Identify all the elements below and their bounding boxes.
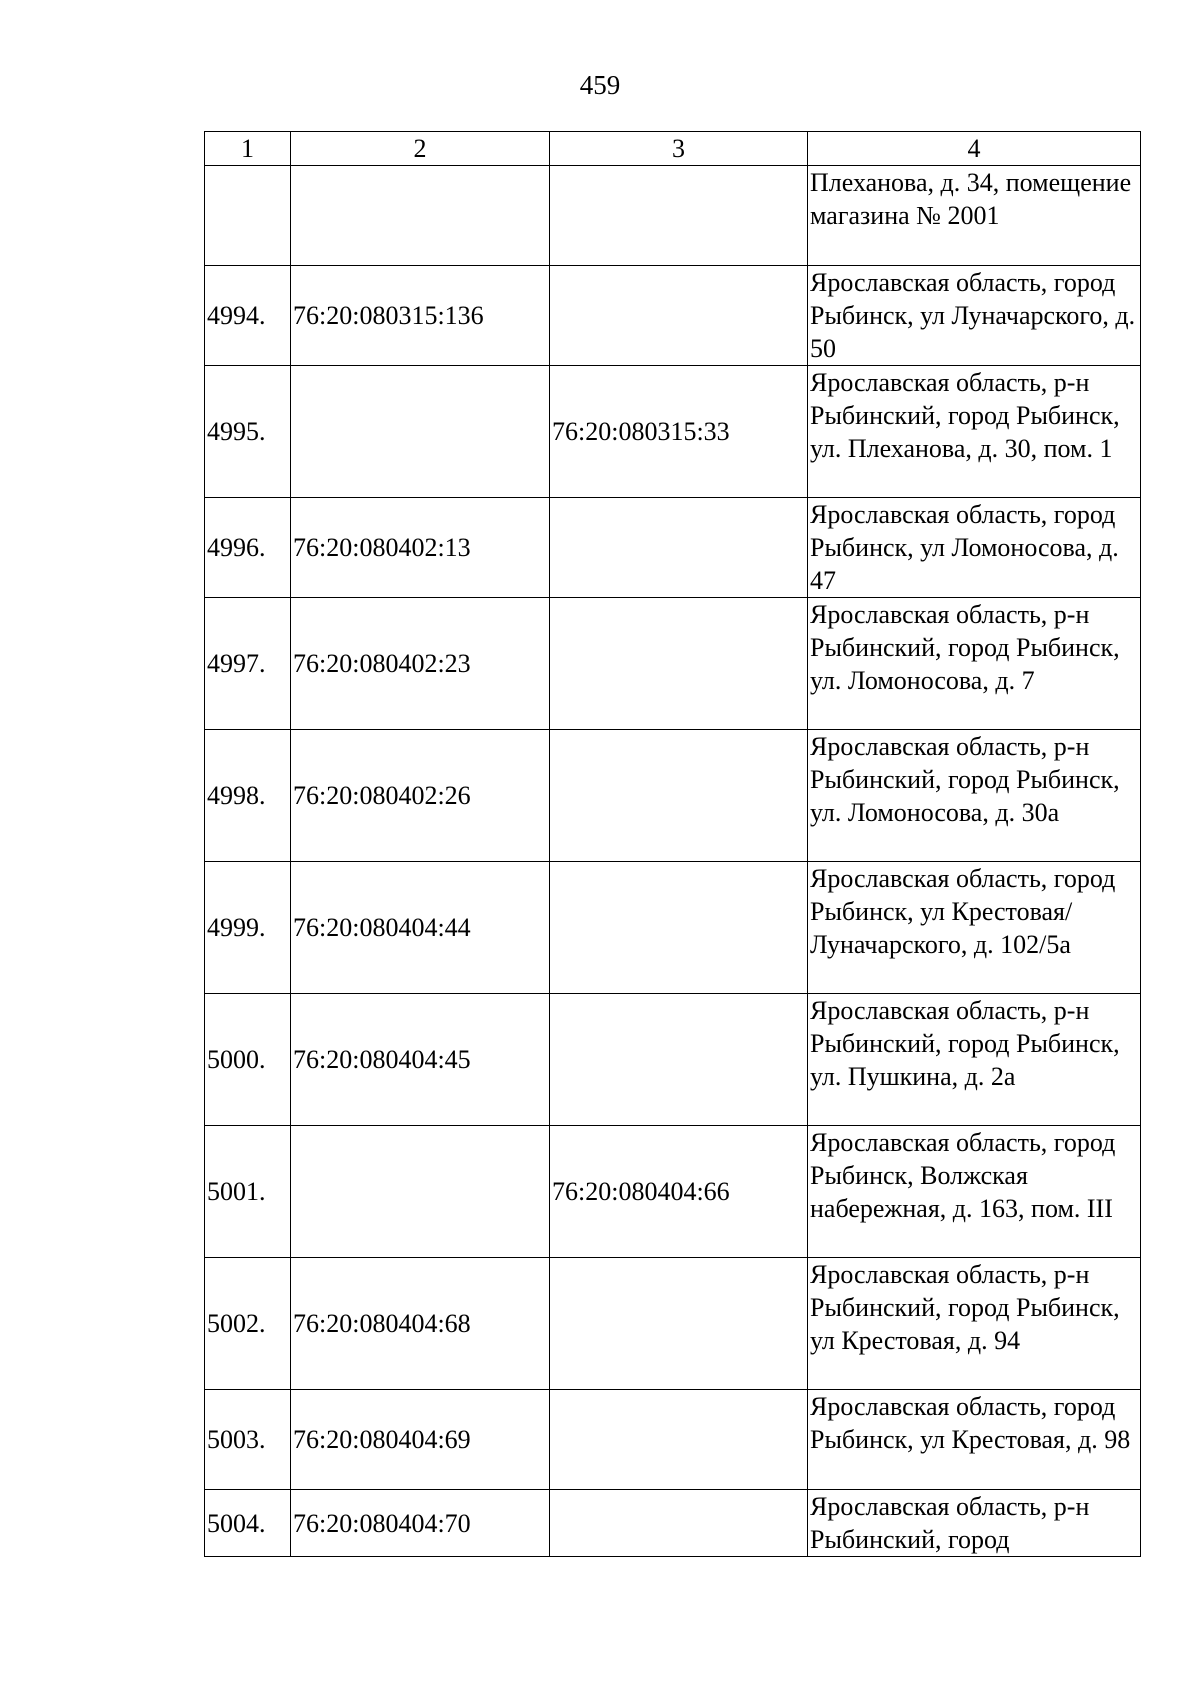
table-row	[205, 1126, 1141, 1258]
cadastral-number-col3	[550, 1390, 808, 1490]
row-number: 4997.	[205, 598, 291, 730]
table-row	[205, 730, 1141, 862]
registry-table	[204, 131, 1141, 1557]
cadastral-number-col2: 76:20:080404:44	[291, 862, 550, 994]
page-number: 459	[579, 70, 621, 100]
row-number: 4994.	[205, 266, 291, 366]
address-cell: Ярославская область, город Рыбинск, ул Ломоносова, д. 47	[808, 498, 1141, 598]
cadastral-number-col2: 76:20:080402:13	[291, 498, 550, 598]
cadastral-number-col2	[291, 166, 550, 266]
table-row	[205, 166, 1141, 266]
cadastral-number-col3	[550, 862, 808, 994]
row-number: 5002.	[205, 1258, 291, 1390]
row-number: 5004.	[205, 1490, 291, 1557]
cadastral-number-col2: 76:20:080402:23	[291, 598, 550, 730]
table-row	[205, 498, 1141, 598]
cadastral-number-col3	[550, 994, 808, 1126]
cadastral-number-col3	[550, 1258, 808, 1390]
table-row	[205, 1258, 1141, 1390]
cadastral-number-col2: 76:20:080402:26	[291, 730, 550, 862]
cadastral-number-col3	[550, 166, 808, 266]
row-number: 4999.	[205, 862, 291, 994]
cadastral-number-col3: 76:20:080404:66	[550, 1126, 808, 1258]
table-row	[205, 266, 1141, 366]
row-number: 4996.	[205, 498, 291, 598]
address-cell: Ярославская область, город Рыбинск, Волжская набережная, д. 163, пом. III	[808, 1126, 1141, 1258]
column-header-4: 4	[808, 132, 1141, 166]
cadastral-number-col3	[550, 730, 808, 862]
cadastral-number-col3	[550, 1490, 808, 1557]
cadastral-number-col2: 76:20:080404:68	[291, 1258, 550, 1390]
address-cell: Ярославская область, р-н Рыбинский, город Рыбинск, ул. Пушкина, д. 2а	[808, 994, 1141, 1126]
row-number: 5000.	[205, 994, 291, 1126]
cadastral-number-col2: 76:20:080404:70	[291, 1490, 550, 1557]
address-cell: Плеханова, д. 34, помещение магазина № 2001	[808, 166, 1141, 266]
cadastral-number-col3	[550, 598, 808, 730]
cadastral-number-col2	[291, 1126, 550, 1258]
table-row	[205, 1390, 1141, 1490]
address-cell: Ярославская область, р-н Рыбинский, город Рыбинск, ул. Ломоносова, д. 30а	[808, 730, 1141, 862]
address-cell: Ярославская область, город Рыбинск, ул Крестовая/Луначарского, д. 102/5а	[808, 862, 1141, 994]
cadastral-number-col3: 76:20:080315:33	[550, 366, 808, 498]
column-header-3: 3	[550, 132, 808, 166]
table-row	[205, 598, 1141, 730]
address-cell: Ярославская область, город Рыбинск, ул Луначарского, д. 50	[808, 266, 1141, 366]
row-number	[205, 166, 291, 266]
column-header-2: 2	[291, 132, 550, 166]
table-row	[205, 994, 1141, 1126]
row-number: 4995.	[205, 366, 291, 498]
cadastral-number-col2: 76:20:080404:69	[291, 1390, 550, 1490]
row-number: 4998.	[205, 730, 291, 862]
table-header-row	[205, 132, 1141, 166]
column-header-1: 1	[205, 132, 291, 166]
cadastral-number-col2	[291, 366, 550, 498]
cadastral-number-col3	[550, 266, 808, 366]
cadastral-number-col2: 76:20:080315:136	[291, 266, 550, 366]
table-row	[205, 862, 1141, 994]
row-number: 5003.	[205, 1390, 291, 1490]
address-cell: Ярославская область, р-н Рыбинский, город	[808, 1490, 1141, 1557]
address-cell: Ярославская область, р-н Рыбинский, город Рыбинск, ул. Плеханова, д. 30, пом. 1	[808, 366, 1141, 498]
address-cell: Ярославская область, р-н Рыбинский, город Рыбинск, ул. Ломоносова, д. 7	[808, 598, 1141, 730]
row-number: 5001.	[205, 1126, 291, 1258]
address-cell: Ярославская область, город Рыбинск, ул Крестовая, д. 98	[808, 1390, 1141, 1490]
table-row	[205, 1490, 1141, 1557]
table-row	[205, 366, 1141, 498]
cadastral-number-col3	[550, 498, 808, 598]
address-cell: Ярославская область, р-н Рыбинский, город Рыбинск, ул Крестовая, д. 94	[808, 1258, 1141, 1390]
cadastral-number-col2: 76:20:080404:45	[291, 994, 550, 1126]
